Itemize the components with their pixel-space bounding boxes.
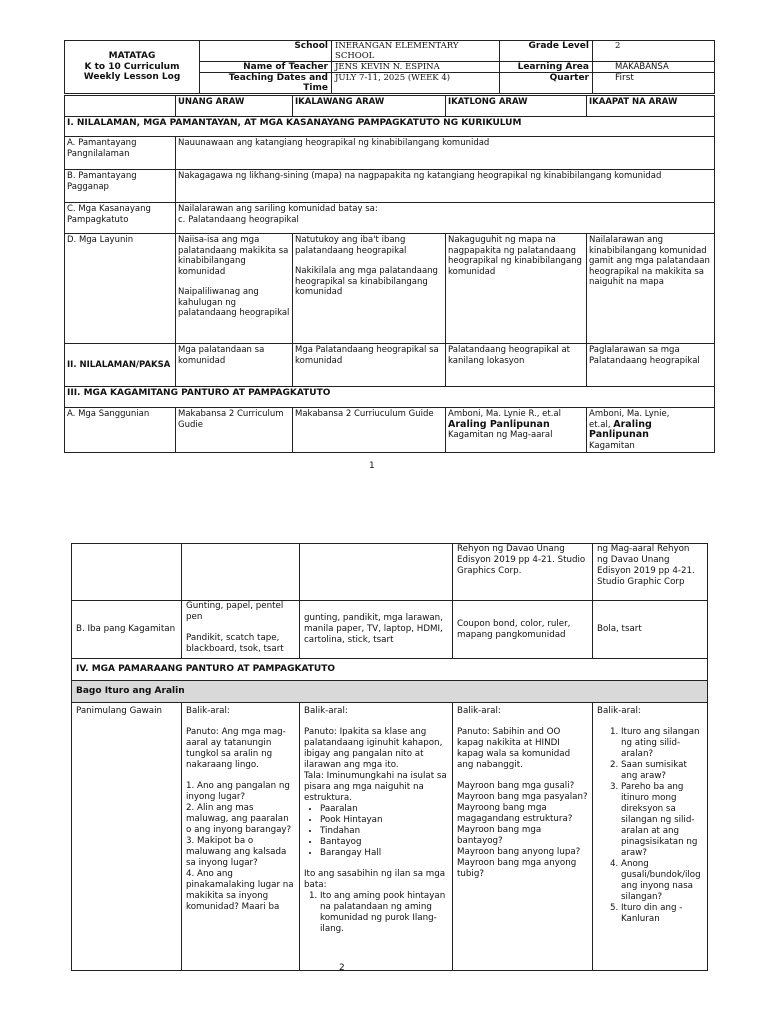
section-heading-4: IV. MGA PAMARAANG PANTURO AT PAMPAGKATUTO	[72, 659, 708, 681]
row-label-d: D. Mga Layunin	[65, 234, 176, 344]
lesson-table-page2	[71, 543, 708, 971]
header-table	[64, 40, 715, 94]
day-header-3: IKATLONG ARAW	[446, 96, 587, 117]
dates-value: JULY 7-11, 2025 (WEEK 4)	[332, 73, 500, 94]
row-b-content: Nakagagawa ng likhang-sining (mapa) na nagpapakita ng katangiang heograpikal ng kinabibilangang komunidad	[176, 170, 715, 203]
day-header-2: IKALAWANG ARAW	[293, 96, 446, 117]
page-number-2: 2	[339, 963, 345, 973]
section-heading-1: I. NILALAMAN, MGA PAMANTAYAN, AT MGA KASANAYANG PAMPAGKATUTO NG KURIKULUM	[65, 117, 715, 137]
teacher-value: JENS KEVIN N. ESPINA	[332, 62, 500, 73]
lesson-table-page1	[64, 95, 715, 453]
dates-label: Teaching Dates and Time	[200, 73, 332, 94]
activity-day3: Balik-aral: Panuto: Sabihin and OO kapag nakikita at HINDI kapag wala sa komunidad ang nabanggit. Mayroon bang mga gusali? Mayroon bang mga pasyalan? Mayroong bang mga magagandang estruktura? Mayroon bang mga bantayog? Mayroon bang anyong lupa? Mayroon bang mga anyong tubig?	[453, 703, 593, 971]
row-label-iba: B. Iba pang Kagamitan	[72, 601, 182, 659]
row-c-content: Nailalarawan ang sariling komunidad batay sa: c. Palatandaang heograpikal	[176, 203, 715, 234]
row-label-panimula: Panimulang Gawain	[72, 703, 182, 971]
objective-day2: Natutukoy ang iba't ibang palatandaang heograpikal Nakikilala ang mga palatandaang heograpikal sa kinabibilangang komunidad	[293, 234, 446, 344]
row-label-nilalaman: II. NILALAMAN/PAKSA	[65, 344, 176, 387]
reference-day3: Amboni, Ma. Lynie R., et.al Araling Panlipunan Kagamitan ng Mag-aaral	[446, 408, 587, 453]
row-label-c: C. Mga Kasanayang Pampagkatuto	[65, 203, 176, 234]
structure-list: • Paaralan • Pook Hintayan • Tindahan • Bantayog • Barangay Hall	[304, 804, 448, 859]
row-label-b: B. Pamantayang Pagganap	[65, 170, 176, 203]
materials-day3: Coupon bond, color, ruler, mapang pangkomunidad	[453, 601, 593, 659]
school-value: INERANGAN ELEMENTARY SCHOOL	[332, 41, 500, 62]
day-header-1: UNANG ARAW	[176, 96, 293, 117]
row-label-sanggunian: A. Mga Sanggunian	[65, 408, 176, 453]
log-title: MATATAG K to 10 Curriculum Weekly Lesson Log	[65, 41, 200, 94]
row-a-content: Nauunawaan ang katangiang heograpikal ng kinabibilangang komunidad	[176, 137, 715, 170]
grade-label: Grade Level	[500, 41, 593, 62]
reference-cont-day3: Rehyon ng Davao Unang Edisyon 2019 pp 4-21. Studio Graphics Corp.	[453, 544, 593, 601]
quarter-label: Quarter	[500, 73, 593, 94]
materials-day1: Gunting, papel, pentel pen Pandikit, scatch tape, blackboard, tsok, tsart	[182, 601, 300, 659]
activity-day4: Balik-aral: 1. Ituro ang silangan ng ating silid-aralan? 2. Saan sumisikat ang araw? 3. Pareho ba ang itinuro mong direksyon sa silangan ng silid- aralan at ang pinagsisikatan ng araw? 4. Anong gusali/bundok/ilog ang inyong nasa silangan? 5. Ituro din ang -Kanluran	[593, 703, 708, 971]
objective-day4: Nailalarawan ang kinabibilangang komunidad gamit ang mga palatandaan heograpikal na makikita sa naiguhit na mapa	[587, 234, 715, 344]
grade-value: 2	[593, 41, 715, 62]
school-label: School	[200, 41, 332, 62]
area-value: MAKABANSA	[593, 62, 715, 73]
subheading-bago-ituro: Bago Ituro ang Aralin	[72, 681, 708, 703]
materials-day4: Bola, tsart	[593, 601, 708, 659]
section-heading-3: III. MGA KAGAMITANG PANTURO AT PAMPAGKATUTO	[65, 387, 715, 408]
activity-day1: Balik-aral: Panuto: Ang mga mag-aaral ay tatanungin tungkol sa aralin ng nakaraang lingo. 1. Ano ang pangalan ng inyong lugar? 2. Alin ang mas maluwag, ang paaralan o ang inyong barangay? 3. Makipot ba o maluwang ang kalsada sa inyong lugar? 4. Ano ang pinakamalaking lugar na makikita sa inyong komunidad? Maari ba	[182, 703, 300, 971]
topic-day3: Palatandaang heograpikal at kanilang lokasyon	[446, 344, 587, 387]
quarter-value: First	[593, 73, 715, 94]
page-number-1: 1	[369, 461, 375, 471]
topic-day1: Mga palatandaan sa komunidad	[176, 344, 293, 387]
day-header-4: IKAAPAT NA ARAW	[587, 96, 715, 117]
reference-day4: Amboni, Ma. Lynie, et.al, Araling Panlipunan Kagamitan	[587, 408, 715, 453]
materials-day2: gunting, pandikit, mga larawan, manila paper, TV, laptop, HDMI, cartolina, stick, tsart	[300, 601, 453, 659]
area-label: Learning Area	[500, 62, 593, 73]
topic-day2: Mga Palatandaang heograpikal sa komunidad	[293, 344, 446, 387]
objective-day1: Naiisa-isa ang mga palatandaang makikita sa kinabibilangang komunidad Naipaliliwanag ang kahulugan ng palatandaang heograpikal	[176, 234, 293, 344]
topic-day4: Paglalarawan sa mga Palatandaang heograpikal	[587, 344, 715, 387]
row-label-a: A. Pamantayang Pangnilalaman	[65, 137, 176, 170]
activity-day2: Balik-aral: Panuto: Ipakita sa klase ang palatandaang iginuhit kahapon, ibigay ang pangalan nito at ilarawan ang mga ito. Tala: Iminumungkahi na isulat sa pisara ang mga naiguhit na estruktura. • Paaralan • Pook Hintayan • Tindahan • Bantayog • Barangay Hall Ito ang sasabihin ng ilan sa mga bata: 1. Ito ang aming pook hintayan na palatandaan ng aming komunidad ng purok Ilang-ilang.	[300, 703, 453, 971]
reference-day2: Makabansa 2 Curriuculum Guide	[293, 408, 446, 453]
reference-day1: Makabansa 2 Curriculum Gudie	[176, 408, 293, 453]
objective-day3: Nakaguguhit ng mapa na nagpapakita ng palatandaang heograpikal ng kinabibilangang komunidad	[446, 234, 587, 344]
teacher-label: Name of Teacher	[200, 62, 332, 73]
reference-cont-day4: ng Mag-aaral Rehyon ng Davao Unang Edisyon 2019 pp 4-21. Studio Graphic Corp	[593, 544, 708, 601]
